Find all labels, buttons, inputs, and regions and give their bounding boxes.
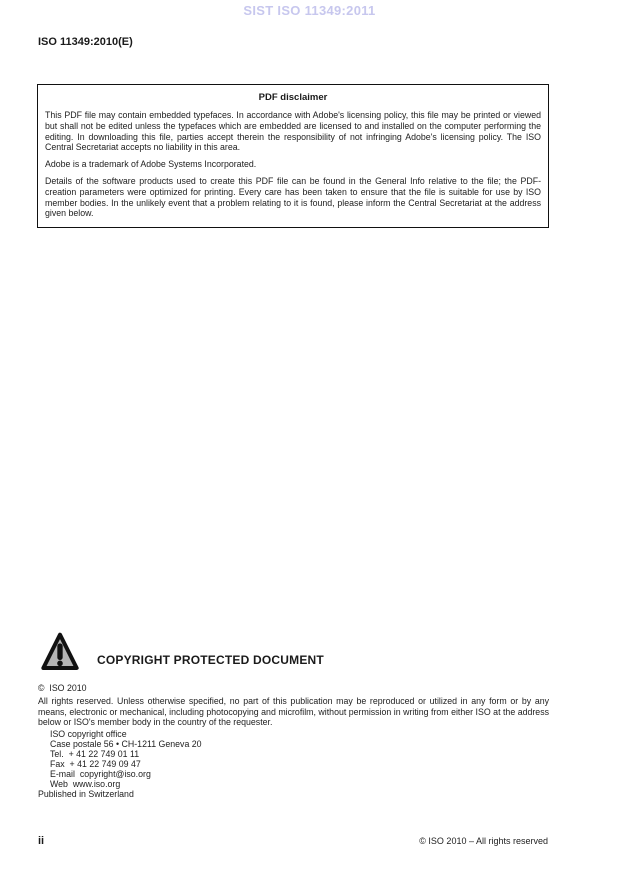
disclaimer-paragraph: Details of the software products used to create this PDF file can be found in the General Info relative to the file; the PDF-creation parameters were optimized for printing. Every care has been taken to ensure that the file is suitable for use by ISO member bodies. In the unlikely event that a problem relating to it is found, please inform the Central Secretariat at the address given below. [45,175,541,219]
address-line-fax: Fax + 41 22 749 09 47 [50,759,141,769]
disclaimer-title: PDF disclaimer [258,92,328,103]
warning-triangle-icon [40,630,80,674]
copyright-protected-header [40,630,324,674]
address-line-postal: Case postale 56 • CH-1211 Geneva 20 [50,739,202,749]
address-line-web: Web www.iso.org [50,779,121,789]
rights-paragraph: All rights reserved. Unless otherwise specified, no part of this publication may be reproduced or utilized in any form or by any means, electronic or mechanical, including photocopying and microfilm, without permission in writing from either ISO at the address below or ISO's member body in the country of the requester. [38,696,549,727]
footer-copyright: © ISO 2010 – All rights reserved [419,836,548,846]
disclaimer-paragraph: This PDF file may contain embedded typefaces. In accordance with Adobe's licensing policy, this file may be printed or viewed but shall not be edited unless the typefaces which are embedded are licensed to and installed on the computer performing the editing. In downloading this file, parties accept therein the responsibility of not infringing Adobe's licensing policy. The ISO Central Secretariat accepts no liability in this area. [45,110,541,153]
iso-address-block [50,729,202,789]
document-reference: ISO 11349:2010(E) [38,36,133,48]
address-line-tel: Tel. + 41 22 749 01 11 [50,749,140,759]
copyright-year-line: © ISO 2010 [38,683,87,693]
address-line-email: E-mail copyright@iso.org [50,769,151,779]
published-line: Published in Switzerland [38,789,134,799]
watermark-text: SIST ISO 11349:2011 [243,3,376,18]
page-footer [38,835,548,847]
copyright-heading: COPYRIGHT PROTECTED DOCUMENT [97,653,324,667]
disclaimer-paragraph: Adobe is a trademark of Adobe Systems Incorporated. [45,159,257,170]
pdf-disclaimer-box [37,84,549,228]
page-number: ii [38,835,45,847]
address-line-office: ISO copyright office [50,729,127,739]
